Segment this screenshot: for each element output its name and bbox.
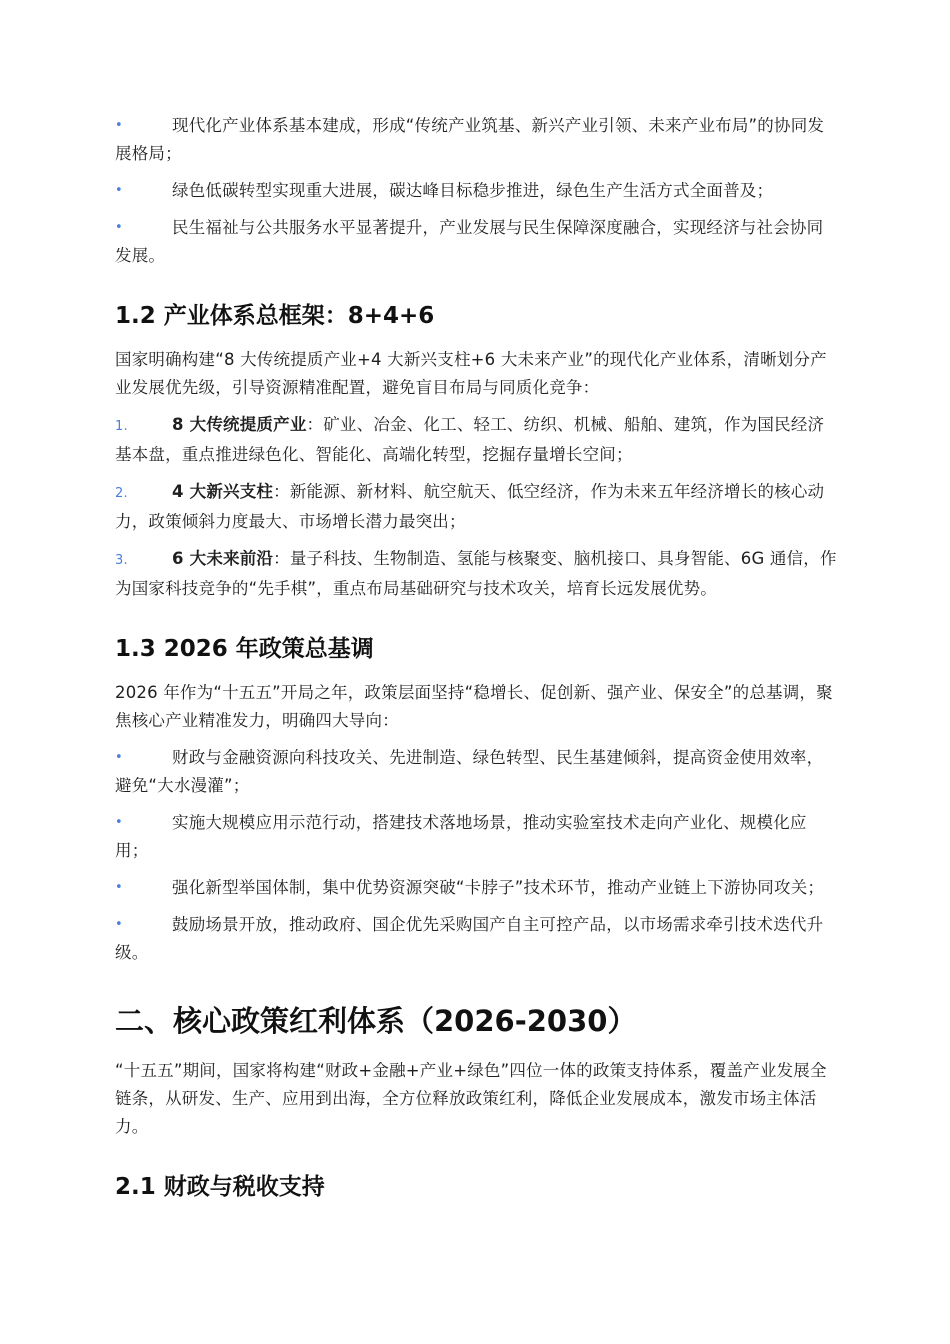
bullet-text: 财政与金融资源向科技攻关、先进制造、绿色转型、民生基建倾斜，提高资金使用效率，避免“大水漫灌”； — [115, 748, 824, 795]
section-1-3-paragraph: 2026 年作为“十五五”开局之年，政策层面坚持“稳增长、促创新、强产业、保安全”的总基调，聚焦核心产业精准发力，明确四大导向： — [115, 683, 833, 730]
chapter-heading-2: 二、核心政策红利体系（2026-2030） — [115, 1004, 637, 1038]
bullet-text: 鼓励场景开放，推动政府、国企优先采购国产自主可控产品，以市场需求牵引技术迭代升级。 — [115, 915, 824, 962]
bullet-icon: • — [115, 220, 123, 235]
list-item — [115, 809, 837, 865]
bullet-text: 绿色低碳转型实现重大进展，碳达峰目标稳步推进，绿色生产生活方式全面普及； — [172, 181, 774, 200]
list-item — [115, 911, 837, 967]
section-heading-1-3: 1.3 2026 年政策总基调 — [115, 636, 374, 662]
bullet-text: 实施大规模应用示范行动，搭建技术落地场景，推动实验室技术走向产业化、规模化应用； — [115, 813, 807, 860]
section-2-paragraph: “十五五”期间，国家将构建“财政+金融+产业+绿色”四位一体的政策支持体系，覆盖产业发展全链条，从研发、生产、应用到出海，全方位释放政策红利，降低企业发展成本，激发市场主体活力。 — [115, 1061, 827, 1136]
list-item — [115, 177, 837, 205]
bullet-icon: • — [115, 183, 123, 198]
bullet-text: 民生福祉与公共服务水平显著提升，产业发展与民生保障深度融合，实现经济与社会协同发展。 — [115, 218, 824, 265]
document-page — [115, 112, 837, 1217]
list-item — [115, 214, 837, 270]
list-item — [115, 744, 837, 800]
bullet-icon: • — [115, 880, 123, 895]
item-title: 4 大新兴支柱 — [172, 482, 274, 501]
intro-bullet-list — [115, 112, 837, 270]
item-text: ：量子科技、生物制造、氢能与核聚变、脑机接口、具身智能、6G 通信，作为国家科技竞争的“先手棋”，重点布局基础研究与技术攻关，培育长远发展优势。 — [115, 549, 837, 598]
list-item — [115, 478, 837, 536]
section-heading-2-1: 2.1 财政与税收支持 — [115, 1174, 325, 1200]
bullet-icon: • — [115, 118, 123, 133]
item-text: ：新能源、新材料、航空航天、低空经济，作为未来五年经济增长的核心动力，政策倾斜力度最大、市场增长潜力最突出； — [115, 482, 825, 531]
bullet-icon: • — [115, 815, 123, 830]
list-item — [115, 411, 837, 469]
policy-bullet-list — [115, 744, 837, 967]
bullet-icon: • — [115, 750, 123, 765]
item-text: ：矿业、冶金、化工、轻工、纺织、机械、船舶、建筑，作为国民经济基本盘，重点推进绿色化、智能化、高端化转型，挖掘存量增长空间； — [115, 415, 825, 464]
list-number: 2. — [115, 486, 128, 501]
bullet-text: 强化新型举国体制，集中优势资源突破“卡脖子”技术环节，推动产业链上下游协同攻关； — [172, 878, 825, 897]
section-heading-1-2: 1.2 产业体系总框架：8+4+6 — [115, 303, 435, 329]
industry-numbered-list — [115, 411, 837, 603]
section-1-2-paragraph: 国家明确构建“8 大传统提质产业+4 大新兴支柱+6 大未来产业”的现代化产业体系，清晰划分产业发展优先级，引导资源精准配置，避免盲目布局与同质化竞争： — [115, 350, 827, 397]
list-item — [115, 874, 837, 902]
list-item — [115, 545, 837, 603]
list-number: 1. — [115, 419, 128, 434]
item-title: 6 大未来前沿 — [172, 549, 274, 568]
list-number: 3. — [115, 553, 128, 568]
item-title: 8 大传统提质产业 — [172, 415, 307, 434]
list-item — [115, 112, 837, 168]
bullet-text: 现代化产业体系基本建成，形成“传统产业筑基、新兴产业引领、未来产业布局”的协同发展格局； — [115, 116, 825, 163]
bullet-icon: • — [115, 917, 123, 932]
